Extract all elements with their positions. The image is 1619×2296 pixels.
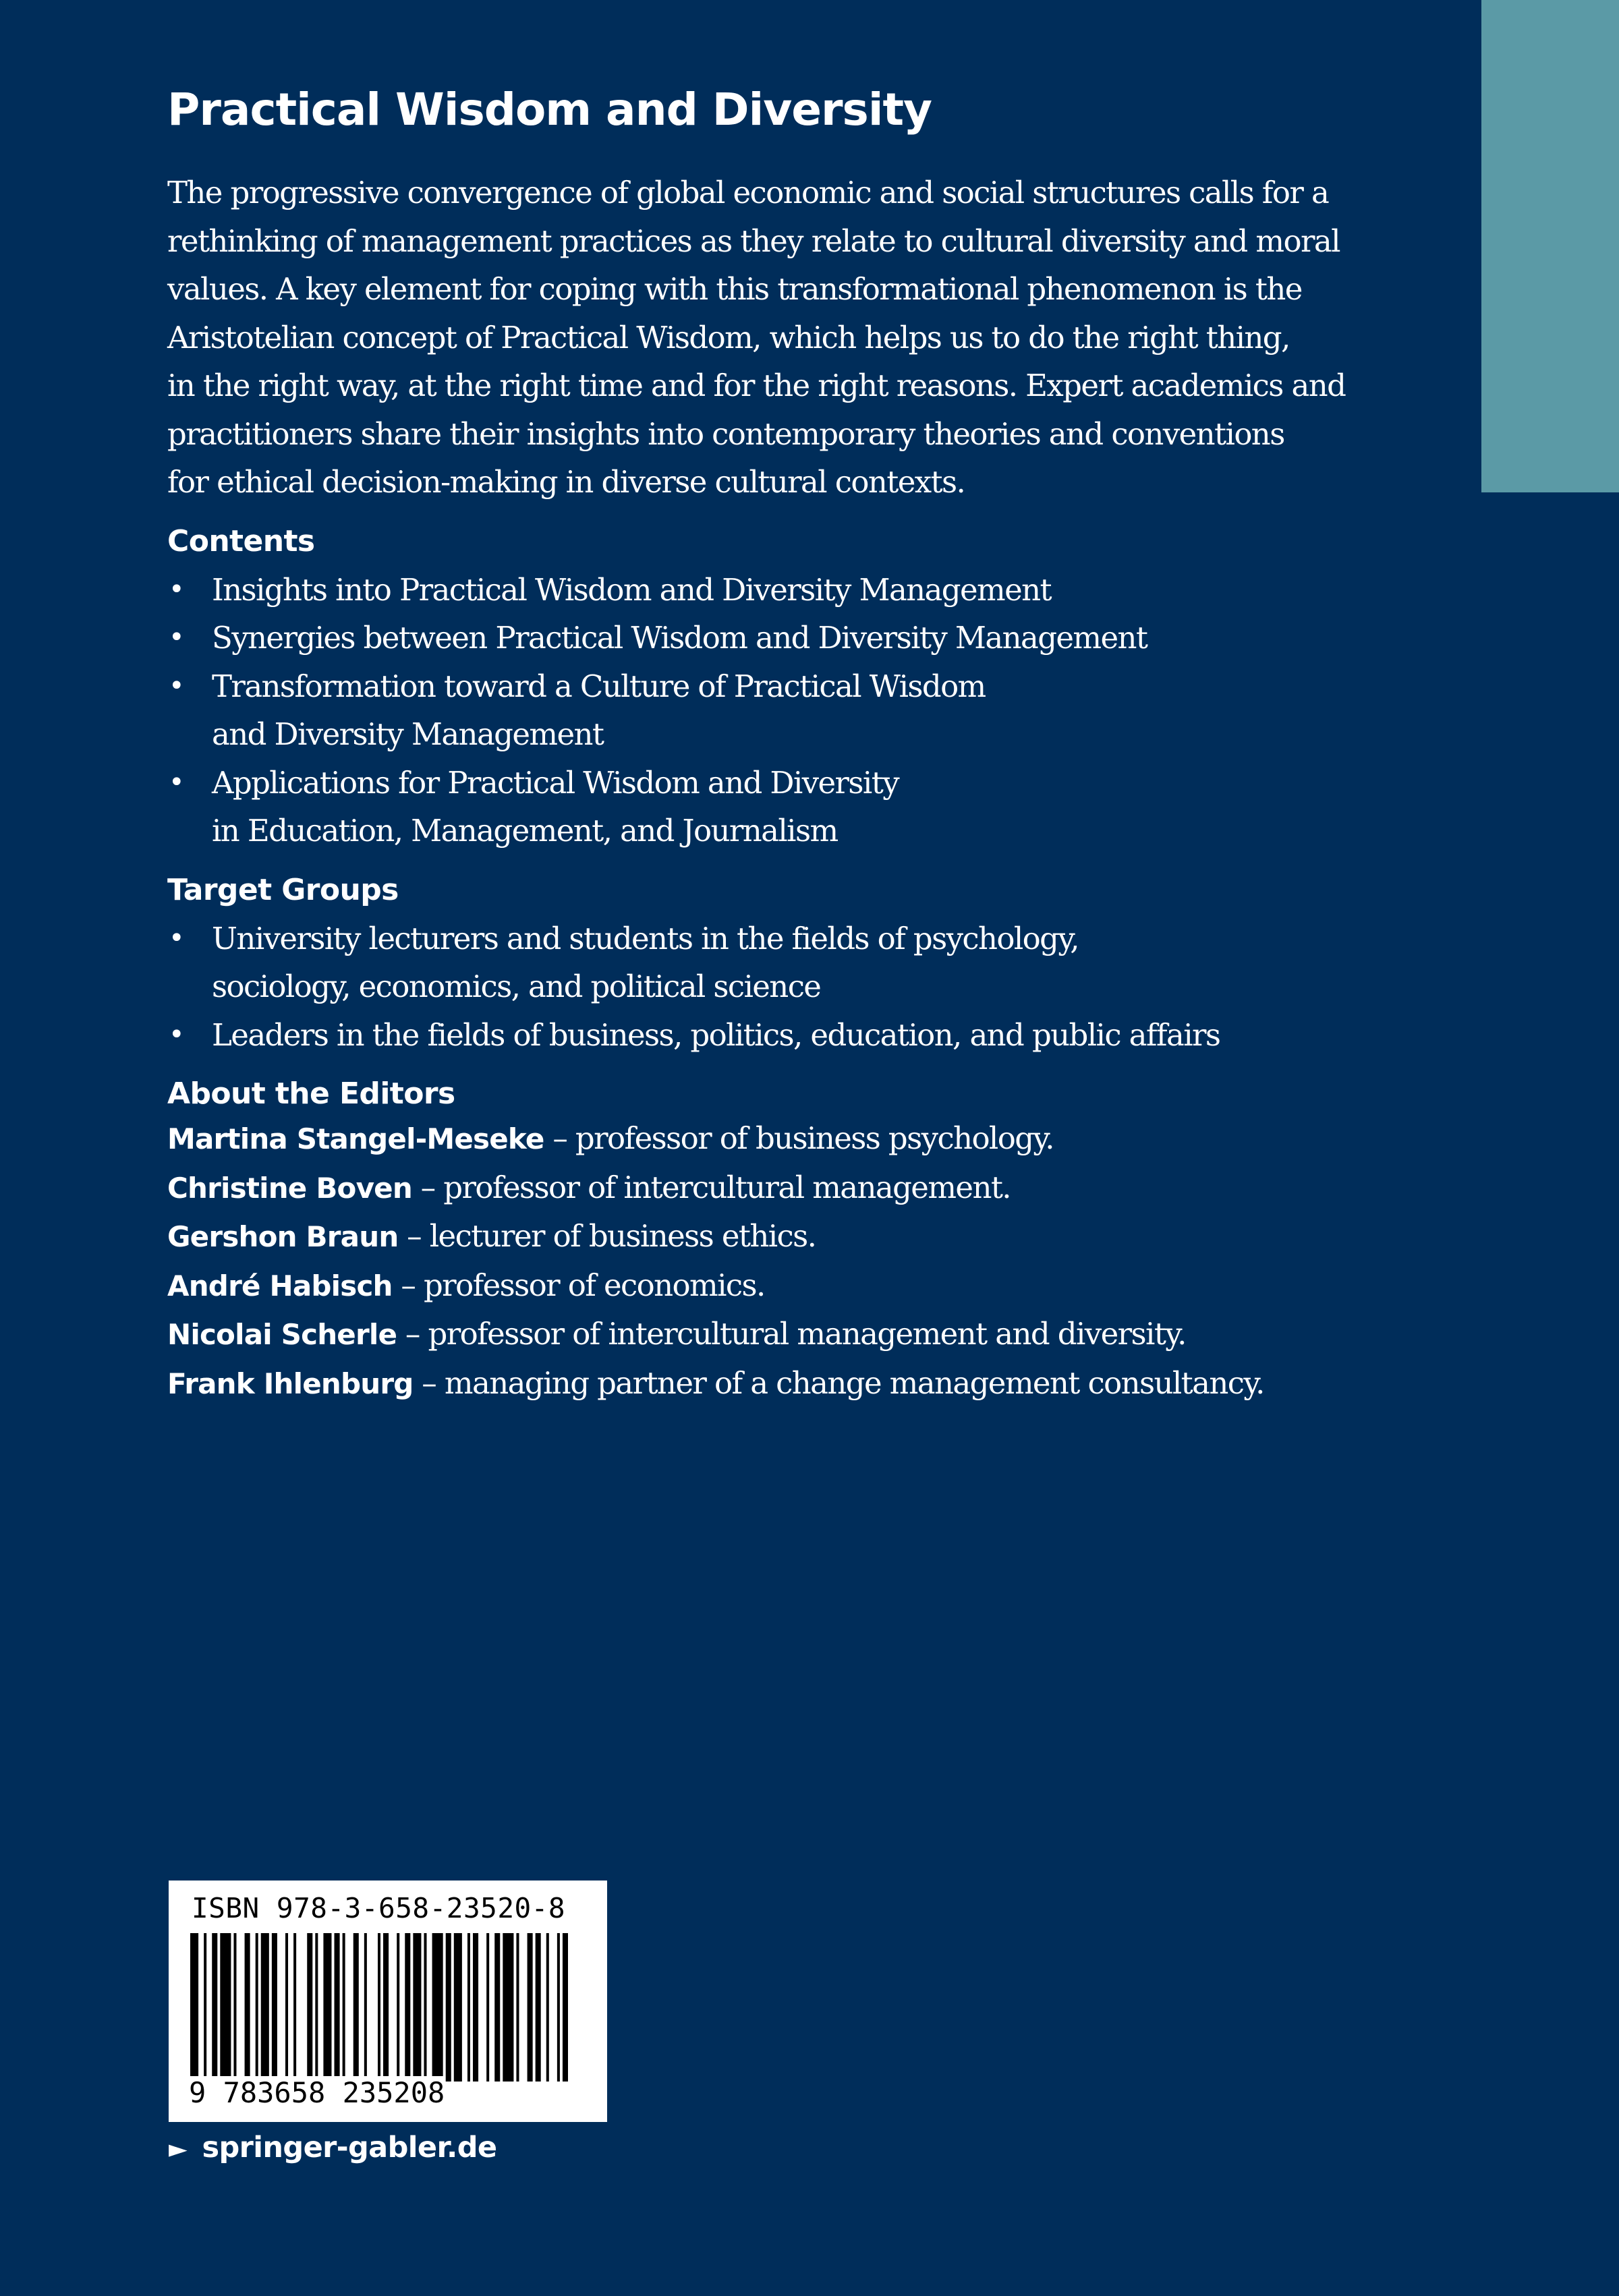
barcode-bar [212, 1933, 217, 2082]
barcode-bar [343, 1933, 345, 2082]
barcode-bar [467, 1933, 470, 2082]
book-description [167, 169, 1375, 507]
bullet-icon: • [169, 1018, 183, 1050]
editor-role: – lecturer of business ethics. [407, 1218, 816, 1254]
barcode-bar [397, 1933, 399, 2082]
editor-role: – professor of intercultural management. [420, 1169, 1011, 1205]
contents-item-line: Insights into Practical Wisdom and Diversity Management [212, 571, 1051, 608]
barcode-bar [364, 1933, 367, 2082]
website-url: springer-gabler.de [202, 2131, 497, 2164]
barcode-bar [272, 1933, 277, 2082]
barcode-bar [546, 1933, 549, 2082]
barcode-bar [454, 1933, 462, 2082]
barcode-digits: 9 783658 235208 [189, 2076, 445, 2109]
editor-name: André Habisch [167, 1269, 393, 1302]
barcode-bar [233, 1933, 236, 2082]
target-group-item [167, 915, 1382, 1011]
editor-entry [167, 1164, 1382, 1213]
editor-name: Nicolai Scherle [167, 1318, 397, 1351]
barcode-bar [432, 1933, 443, 2082]
contents-item [167, 662, 1382, 759]
barcode-bar [220, 1933, 231, 2082]
description-line: values. A key element for coping with this transformational phenomenon is the [167, 271, 1302, 307]
barcode-bar [285, 1933, 288, 2082]
editor-role: – professor of intercultural management and diversity. [405, 1316, 1186, 1352]
barcode-bar [293, 1933, 296, 2082]
accent-color-tab [1481, 0, 1619, 492]
barcode-bar [405, 1933, 410, 2082]
barcode-bars [190, 1933, 568, 2082]
arrow-right-icon: ► [169, 2135, 188, 2163]
editors-list [167, 1114, 1382, 1408]
editor-entry [167, 1114, 1382, 1164]
editor-role: – managing partner of a change management consultancy. [422, 1365, 1264, 1401]
barcode-bar [473, 1933, 478, 2082]
isbn-barcode [169, 1881, 607, 2122]
barcode-bar [536, 1933, 541, 2082]
bullet-icon: • [169, 766, 183, 798]
contents-item-line: in Education, Management, and Journalism [212, 813, 838, 849]
description-line: The progressive convergence of global economic and social structures calls for a [167, 175, 1329, 210]
target-group-line: University lecturers and students in the fields of psychology, [212, 920, 1079, 956]
barcode-bar [256, 1933, 258, 2082]
barcode-bar [307, 1933, 312, 2082]
target-group-line: sociology, economics, and political science [212, 969, 821, 1004]
description-line: practitioners share their insights into contemporary theories and conventions [167, 415, 1284, 452]
barcode-bar [204, 1933, 206, 2082]
barcode-bar [516, 1933, 519, 2082]
barcode-bar [190, 1933, 198, 2082]
editor-name: Frank Ihlenburg [167, 1367, 414, 1400]
target-group-line: Leaders in the fields of business, politics, education, and public affairs [212, 1016, 1220, 1053]
barcode-bar [563, 1933, 568, 2082]
description-line: for ethical decision-making in diverse cultural contexts. [167, 464, 965, 500]
contents-item [167, 614, 1382, 662]
bullet-icon: • [169, 573, 183, 605]
barcode-bar [528, 1933, 533, 2082]
contents-item [167, 759, 1382, 855]
description-line: in the right way, at the right time and for the right reasons. Expert academics and [167, 368, 1346, 403]
target-groups-heading: Target Groups [167, 872, 399, 907]
editors-heading: About the Editors [167, 1077, 455, 1111]
description-line: rethinking of management practices as they relate to cultural diversity and moral [167, 223, 1340, 259]
target-groups-list [167, 915, 1382, 1060]
isbn-label: ISBN 978-3-658-23520-8 [192, 1892, 566, 1924]
barcode-bar [245, 1933, 250, 2082]
barcode-bar [557, 1933, 560, 2082]
barcode-bar [424, 1933, 426, 2082]
publisher-website[interactable] [169, 2127, 496, 2170]
contents-item-line: Applications for Practical Wisdom and Diversity [212, 764, 899, 801]
barcode-bar [335, 1933, 340, 2082]
editor-name: Martina Stangel-Meseke [167, 1122, 544, 1155]
barcode-bar [261, 1933, 269, 2082]
editor-entry [167, 1359, 1382, 1408]
book-title: Practical Wisdom and Diversity [167, 84, 932, 136]
contents-item-line: Transformation toward a Culture of Practical Wisdom [212, 668, 986, 704]
editor-name: Christine Boven [167, 1171, 412, 1205]
bullet-icon: • [169, 670, 183, 701]
contents-item [167, 566, 1382, 614]
barcode-bar [446, 1933, 451, 2082]
barcode-bar [503, 1933, 513, 2082]
contents-item-line: Synergies between Practical Wisdom and Diversity Management [212, 620, 1147, 656]
editor-name: Gershon Braun [167, 1220, 399, 1253]
barcode-bar [383, 1933, 389, 2082]
editor-entry [167, 1310, 1382, 1359]
contents-heading: Contents [167, 523, 315, 558]
barcode-bar [353, 1933, 359, 2082]
barcode-bar [378, 1933, 380, 2082]
bullet-icon: • [169, 622, 183, 653]
barcode-bar [323, 1933, 331, 2082]
bullet-icon: • [169, 922, 183, 954]
barcode-bar [494, 1933, 500, 2082]
editor-entry [167, 1261, 1382, 1311]
contents-list [167, 566, 1382, 855]
barcode-bar [413, 1933, 421, 2082]
editor-entry [167, 1212, 1382, 1261]
editor-role: – professor of business psychology. [552, 1120, 1054, 1156]
cover-content [167, 80, 1382, 1408]
description-line: Aristotelian concept of Practical Wisdom, which helps us to do the right thing, [167, 319, 1290, 355]
editor-role: – professor of economics. [401, 1267, 765, 1303]
barcode-bar [315, 1933, 318, 2082]
contents-item-line: and Diversity Management [212, 716, 604, 752]
barcode-bar [486, 1933, 489, 2082]
target-group-item [167, 1011, 1382, 1060]
